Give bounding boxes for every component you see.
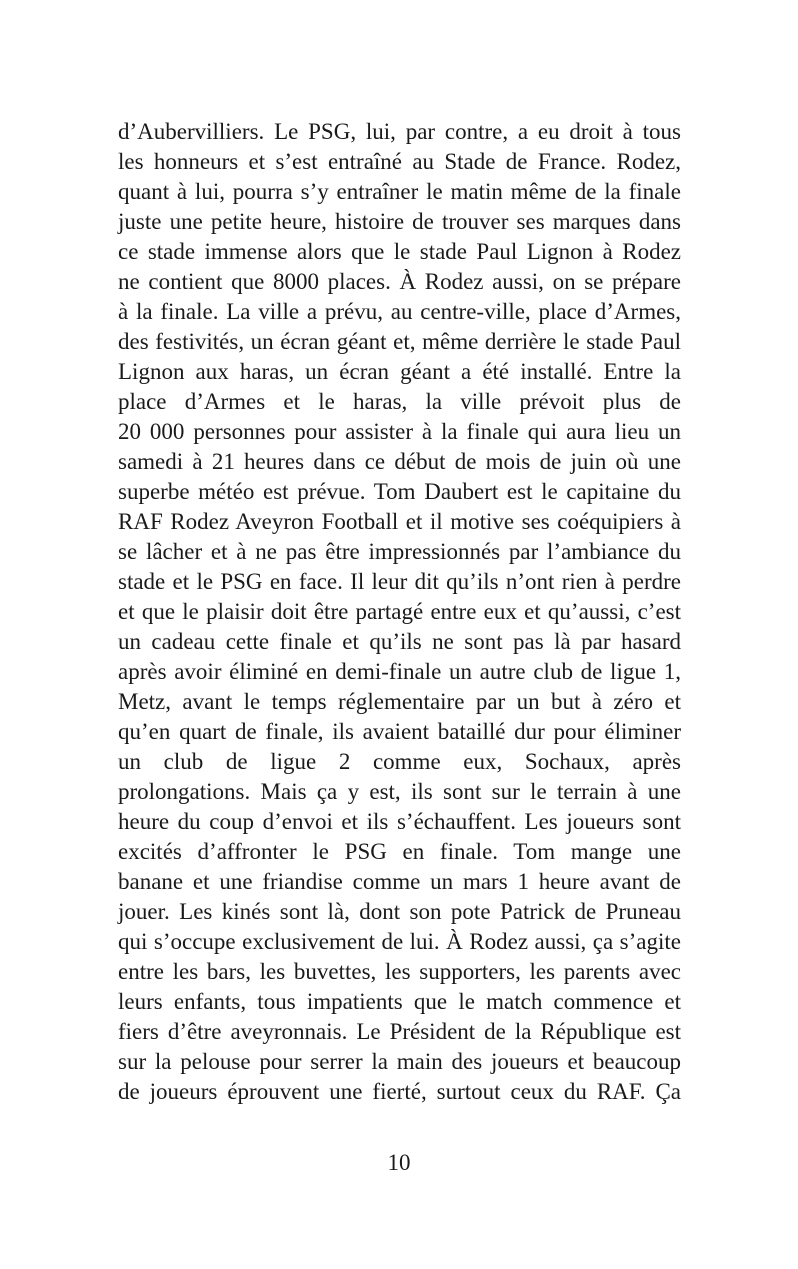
text-line: fiers d’être aveyronnais. Le Président de la République est (118, 1019, 681, 1044)
text-line: samedi à 21 heures dans ce début de mois de juin où une (118, 449, 681, 474)
page-number: 10 (387, 1150, 411, 1175)
text-line: ce stade immense alors que le stade Paul Lignon à Rodez (118, 239, 681, 264)
text-line: entre les bars, les buvettes, les supporters, les parents avec (118, 959, 681, 984)
text-line: un club de ligue 2 comme eux, Sochaux, après (118, 749, 681, 774)
text-line: Metz, avant le temps réglementaire par un but à zéro et (118, 689, 681, 714)
text-line: à la finale. La ville a prévu, au centre-ville, place d’Armes, (118, 299, 681, 324)
text-line: heure du coup d’envoi et ils s’échauffent. Les joueurs sont (118, 809, 681, 834)
text-line: un cadeau cette finale et qu’ils ne sont pas là par hasard (118, 629, 681, 654)
text-line: prolongations. Mais ça y est, ils sont sur le terrain à une (118, 779, 681, 804)
text-line: RAF Rodez Aveyron Football et il motive ses coéquipiers à (118, 509, 681, 534)
text-line: Lignon aux haras, un écran géant a été installé. Entre la (118, 359, 681, 384)
text-line: stade et le PSG en face. Il leur dit qu’ils n’ont rien à perdre (118, 569, 681, 594)
text-line: banane et une friandise comme un mars 1 heure avant de (118, 869, 681, 894)
text-line: des festivités, un écran géant et, même derrière le stade Paul (118, 329, 681, 354)
text-line: après avoir éliminé en demi-finale un autre club de ligue 1, (118, 659, 681, 684)
text-line: juste une petite heure, histoire de trouver ses marques dans (118, 209, 681, 234)
text-line: les honneurs et s’est entraîné au Stade de France. Rodez, (118, 149, 681, 174)
text-line: qu’en quart de finale, ils avaient bataillé dur pour éliminer (118, 719, 681, 744)
body-text (118, 117, 681, 1107)
text-line: place d’Armes et le haras, la ville prévoit plus de (118, 389, 681, 414)
text-line: se lâcher et à ne pas être impressionnés par l’ambiance du (118, 539, 681, 564)
text-line: qui s’occupe exclusivement de lui. À Rodez aussi, ça s’agite (118, 929, 681, 954)
text-line: leurs enfants, tous impatients que le match commence et (118, 989, 681, 1014)
text-line: quant à lui, pourra s’y entraîner le matin même de la finale (118, 179, 681, 204)
text-line: et que le plaisir doit être partagé entre eux et qu’aussi, c’est (118, 599, 681, 624)
text-line: d’Aubervilliers. Le PSG, lui, par contre, a eu droit à tous (118, 119, 681, 144)
text-line: superbe météo est prévue. Tom Daubert est le capitaine du (118, 479, 681, 504)
text-line: excités d’affronter le PSG en finale. Tom mange une (118, 839, 681, 864)
text-line: jouer. Les kinés sont là, dont son pote Patrick de Pruneau (118, 899, 681, 924)
text-line: sur la pelouse pour serrer la main des joueurs et beaucoup (118, 1049, 681, 1074)
text-line: 20 000 personnes pour assister à la finale qui aura lieu un (118, 419, 681, 444)
text-line: ne contient que 8000 places. À Rodez aussi, on se prépare (118, 269, 681, 294)
text-line: de joueurs éprouvent une fierté, surtout ceux du RAF. Ça (118, 1079, 681, 1104)
